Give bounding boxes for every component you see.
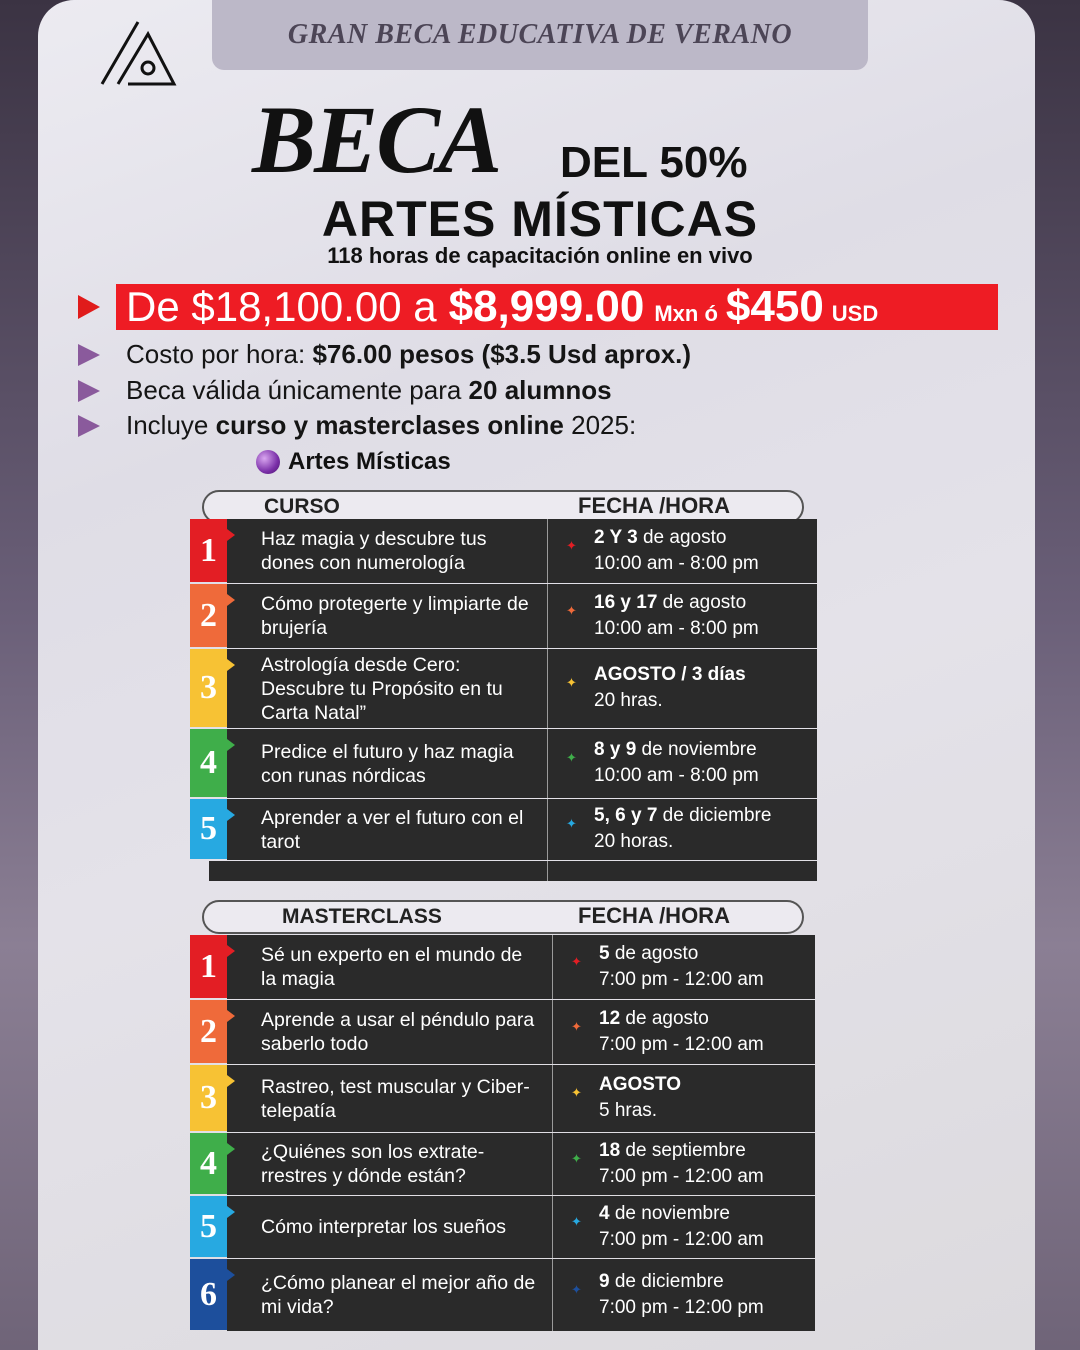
date-text: 5, 6 y 7 de diciembre bbox=[594, 805, 772, 826]
row-number: 5 bbox=[190, 1196, 227, 1257]
price-usd: USD bbox=[831, 301, 879, 326]
date-text: 12 de agosto bbox=[599, 1007, 709, 1029]
date-cell bbox=[552, 1000, 815, 1064]
sparkle-icon: ✦ bbox=[566, 816, 577, 831]
course-title: Cómo protegerte y limpiarte de brujería bbox=[227, 584, 547, 648]
date-text: 18 de septiembre bbox=[599, 1139, 746, 1161]
course-title: ¿Quiénes son los extrate-rrestres y dónde están? bbox=[227, 1133, 552, 1195]
course-title: Astrología desde Cero: Descubre tu Propósito en tu Carta Natal” bbox=[227, 649, 547, 728]
course-title: ¿Cómo planear el mejor año de mi vida? bbox=[227, 1259, 552, 1331]
masterclass-header-date: FECHA /HORA bbox=[578, 903, 730, 928]
row-notch bbox=[227, 1075, 235, 1087]
date-text: 2 Y 3 de agosto bbox=[594, 526, 727, 548]
sparkle-icon: ✦ bbox=[566, 537, 577, 553]
course-title: Sé un experto en el mundo de la magia bbox=[227, 935, 552, 999]
price-arrow-icon bbox=[78, 295, 100, 319]
price-from: De $18,100.00 a bbox=[126, 283, 437, 330]
sparkle-icon: ✦ bbox=[571, 1213, 582, 1229]
hero-subtitle: 118 horas de capacitación online en vivo bbox=[327, 243, 753, 268]
row-notch bbox=[227, 1269, 235, 1281]
date-text: 4 de noviembre bbox=[599, 1202, 730, 1224]
crystal-ball-icon bbox=[256, 450, 280, 474]
time-text: 10:00 am - 8:00 pm bbox=[594, 617, 759, 639]
time-text: 10:00 am - 8:00 pm bbox=[594, 765, 759, 786]
sparkle-icon: ✦ bbox=[566, 602, 577, 618]
date-text: 8 y 9 de noviembre bbox=[594, 739, 757, 760]
price-usd-value: $450 bbox=[725, 282, 824, 331]
masterclass-header bbox=[202, 900, 804, 934]
table-footer bbox=[209, 861, 547, 881]
row-notch bbox=[227, 1010, 235, 1022]
date-text: AGOSTO bbox=[599, 1074, 681, 1095]
row-number: 6 bbox=[190, 1259, 227, 1330]
hero-beca: BECA bbox=[252, 86, 501, 193]
program-label bbox=[256, 448, 451, 476]
sparkle-icon: ✦ bbox=[566, 675, 577, 690]
row-notch bbox=[227, 739, 235, 751]
masterclass-header-course: MASTERCLASS bbox=[282, 905, 442, 928]
date-text: 9 de diciembre bbox=[599, 1270, 724, 1292]
date-text: AGOSTO / 3 días bbox=[594, 664, 746, 685]
curso-header-course: CURSO bbox=[264, 495, 340, 518]
row-notch bbox=[227, 659, 235, 671]
sparkle-icon: ✦ bbox=[571, 1085, 582, 1100]
date-cell bbox=[552, 1259, 815, 1331]
date-cell bbox=[552, 1133, 815, 1195]
time-text: 20 horas. bbox=[594, 831, 674, 852]
date-cell bbox=[547, 649, 817, 728]
row-notch bbox=[227, 594, 235, 606]
sparkle-icon: ✦ bbox=[571, 1281, 582, 1297]
banner-text: GRAN BECA EDUCATIVA DE VERANO bbox=[287, 19, 793, 50]
top-banner bbox=[212, 0, 868, 70]
curso-header-date: FECHA /HORA bbox=[578, 493, 730, 518]
date-text: 16 y 17 de agosto bbox=[594, 591, 747, 613]
sparkle-icon: ✦ bbox=[566, 750, 577, 765]
row-notch bbox=[227, 1143, 235, 1155]
sparkle-icon: ✦ bbox=[571, 953, 582, 969]
bullet-includes: Incluye curso y masterclases online 2025: bbox=[126, 410, 637, 440]
price-banner bbox=[116, 284, 998, 330]
row-number: 2 bbox=[190, 1000, 227, 1063]
row-number: 1 bbox=[190, 935, 227, 998]
bullet-cost: Costo por hora: $76.00 pesos ($3.5 Usd aprox.) bbox=[126, 339, 692, 369]
time-text: 7:00 pm - 12:00 am bbox=[599, 1165, 764, 1187]
row-number: 4 bbox=[190, 729, 227, 797]
date-cell bbox=[547, 584, 817, 648]
date-text: 5 de agosto bbox=[599, 942, 699, 964]
time-text: 7:00 pm - 12:00 am bbox=[599, 1033, 764, 1055]
bullet-arrow-icon bbox=[78, 344, 100, 366]
row-notch bbox=[227, 945, 235, 957]
row-notch bbox=[227, 809, 235, 821]
course-title: Predice el futuro y haz magia con runas nórdicas bbox=[227, 729, 547, 798]
hero-title: ARTES MÍSTICAS bbox=[321, 191, 759, 247]
row-number: 5 bbox=[190, 799, 227, 859]
row-number: 1 bbox=[190, 519, 227, 582]
time-text: 5 hras. bbox=[599, 1100, 658, 1121]
table-footer bbox=[547, 861, 817, 881]
row-number: 4 bbox=[190, 1133, 227, 1194]
triangle-eye-logo-icon bbox=[98, 18, 178, 88]
bullet-arrow-icon bbox=[78, 380, 100, 402]
course-title: Cómo interpretar los sueños bbox=[227, 1196, 552, 1258]
course-title: Rastreo, test muscular y Ciber-telepatía bbox=[227, 1065, 552, 1132]
time-text: 7:00 pm - 12:00 pm bbox=[599, 1296, 764, 1318]
row-notch bbox=[227, 1206, 235, 1218]
row-notch bbox=[227, 529, 235, 541]
time-text: 20 hras. bbox=[594, 690, 663, 711]
sparkle-icon: ✦ bbox=[571, 1018, 582, 1034]
date-cell bbox=[547, 729, 817, 798]
bullet-valid: Beca válida únicamente para 20 alumnos bbox=[126, 375, 612, 405]
time-text: 7:00 pm - 12:00 am bbox=[599, 1228, 764, 1250]
date-cell bbox=[552, 935, 815, 999]
price-to: $8,999.00 bbox=[448, 282, 645, 331]
course-title: Aprender a ver el futuro con el tarot bbox=[227, 799, 547, 860]
price-mxn: Mxn ó bbox=[654, 301, 718, 326]
row-number: 2 bbox=[190, 584, 227, 647]
date-cell bbox=[552, 1196, 815, 1258]
row-number: 3 bbox=[190, 1065, 227, 1131]
program-name: Artes Místicas bbox=[288, 448, 451, 475]
course-title: Haz magia y descubre tus dones con numerología bbox=[227, 519, 547, 583]
date-cell bbox=[547, 519, 817, 583]
bullet-arrow-icon bbox=[78, 415, 100, 437]
time-text: 10:00 am - 8:00 pm bbox=[594, 552, 759, 574]
hero-discount: DEL 50% bbox=[560, 138, 748, 187]
time-text: 7:00 pm - 12:00 am bbox=[599, 968, 764, 990]
row-number: 3 bbox=[190, 649, 227, 727]
date-cell bbox=[547, 799, 817, 860]
date-cell bbox=[552, 1065, 815, 1132]
sparkle-icon: ✦ bbox=[571, 1150, 582, 1166]
course-title: Aprende a usar el péndulo para saberlo todo bbox=[227, 1000, 552, 1064]
